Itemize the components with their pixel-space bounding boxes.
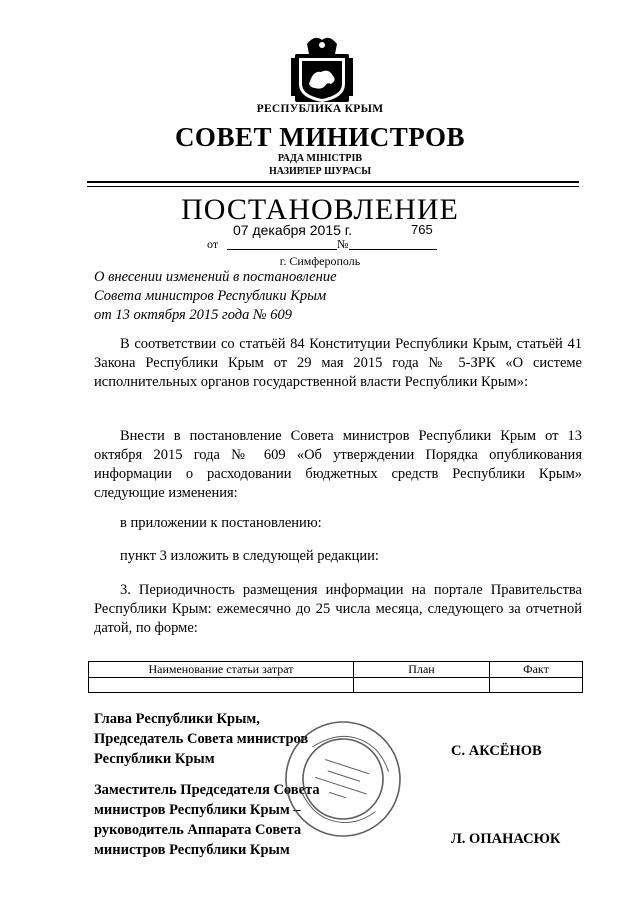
council-name: СОВЕТ МИНИСТРОВ [174, 122, 466, 152]
table-row [89, 678, 583, 693]
position-line: Заместитель Председателя Совета [94, 782, 320, 798]
position-line: министров Республики Крым [94, 842, 290, 858]
table-cell [89, 678, 354, 693]
date-underline [227, 249, 337, 250]
office-stamp [282, 718, 404, 840]
number-underline [349, 249, 437, 250]
subject-line: О внесении изменений в постановление [94, 269, 337, 285]
position-line: министров Республики Крым – [94, 802, 301, 818]
body-paragraph-item-3: 3. Периодичность размещения информации на портале Правительства Республики Крым: ежемесячно до 25 числа месяца, следующего за отчетной датой, по форме: [94, 582, 582, 636]
subject-line: от 13 октября 2015 года № 609 [94, 307, 293, 323]
header-divider-thick [87, 181, 579, 183]
republic-name: РЕСПУБЛИКА КРЫМ [256, 103, 384, 115]
table-cell [354, 678, 490, 693]
decree-title: ПОСТАНОВЛЕНИЕ [181, 193, 459, 226]
position-line: Глава Республики Крым, [94, 711, 260, 727]
body-paragraph-legal-basis: В соответствии со статьёй 84 Конституции Республики Крым, статьёй 41 Закона Республики Крым от 29 мая 2015 года № 5-ЗРК «О системе исполнительных органов государственной власти Республики Крым»: [94, 336, 582, 390]
table-header-cell: План [354, 662, 490, 678]
table-cell [490, 678, 583, 693]
coat-of-arms-emblem [291, 32, 353, 106]
position-line: Председатель Совета министров [94, 731, 309, 747]
body-paragraph-amend: Внести в постановление Совета министров Республики Крым от 13 октября 2015 года № 609 «Об утверждении Порядка опубликования информации о расходовании бюджетных средств Республики Крым» следующие изменения: [94, 428, 582, 501]
body-paragraph-item: пункт 3 изложить в следующей редакции: [120, 548, 379, 564]
header-divider-thin [87, 186, 579, 187]
expense-form-table [88, 661, 583, 693]
position-line: руководитель Аппарата Совета [94, 822, 302, 838]
table-header-cell: Наименование статьи затрат [89, 662, 354, 678]
position-line: Республики Крым [94, 751, 215, 767]
subject-line: Совета министров Республики Крым [94, 288, 327, 304]
signatory-name-deputy: Л. ОПАНАСЮК [451, 831, 561, 847]
council-name-crimean-tatar: НАЗИРЛЕР ШУРАСЫ [268, 166, 372, 177]
decree-subject [94, 268, 337, 325]
signatory-position-head [94, 709, 308, 769]
decree-number: 765 [411, 222, 433, 237]
decree-date: 07 декабря 2015 г. [233, 222, 353, 238]
table-header-cell: Факт [490, 662, 583, 678]
signatory-name-head: С. АКСЁНОВ [451, 743, 542, 759]
city: г. Симферополь [279, 254, 361, 268]
council-name-ukrainian: РАДА МІНІСТРІВ [277, 153, 363, 164]
number-label: № [337, 237, 349, 251]
body-paragraph-appendix: в приложении к постановлению: [120, 515, 322, 531]
table-header-row [89, 662, 583, 678]
from-label: от [207, 237, 219, 251]
